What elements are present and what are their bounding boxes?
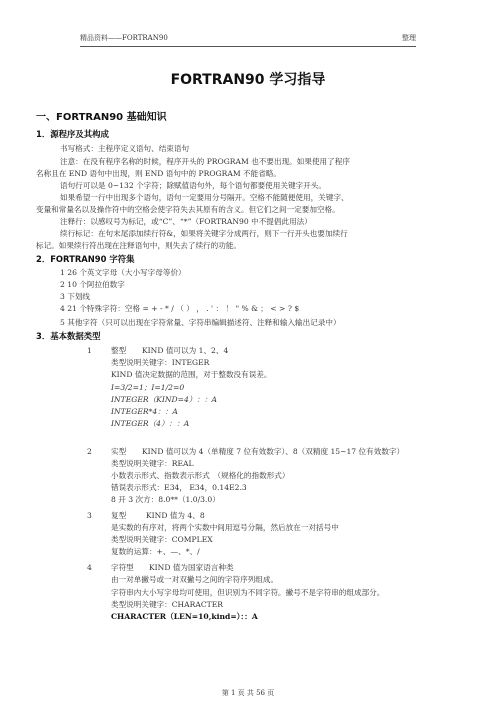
- code-example: I=3/2=1；I=1/2=0: [111, 383, 185, 392]
- paragraph: 错误表示形式：E34， E34，0.14E2.3: [111, 483, 247, 492]
- header-right-text: 整理: [402, 34, 416, 42]
- type-number: 3: [87, 511, 92, 520]
- list-item: 1 26 个英文字母（大小写字母等价）: [60, 268, 186, 277]
- list-item: 3 下划线: [60, 292, 91, 301]
- code-example: CHARACTER（LEN=10,kind=）：：A: [111, 612, 258, 621]
- list-item: 5 其他字符（只可以出现在字符常量、字符串编辑描述符、注释和输入输出记录中）: [60, 318, 341, 327]
- paragraph: 变量和常量名以及操作符中的空格会使字符失去其原有的含义。但它们之间一定要加空格。: [36, 205, 340, 214]
- subsection-heading-source: 1．源程序及其构成: [36, 129, 109, 139]
- code-example: INTEGER（4）：：A: [111, 419, 190, 428]
- subsection-heading-types: 3．基本数据类型: [36, 331, 101, 341]
- paragraph: 是实数的有序对，将两个实数中间用逗号分隔，然后放在一对括号中: [111, 523, 339, 532]
- code-example: INTEGER（KIND=4）：：A: [111, 395, 218, 404]
- type-description: KIND 值为 4、8: [146, 511, 205, 520]
- header-left-text: 精品资料——FORTRAN90: [80, 34, 168, 42]
- type-keyword: 类型说明关键字：COMPLEX: [111, 535, 213, 544]
- type-number: 2: [87, 447, 92, 456]
- paragraph: 注意：在没有程序名称的时候，程序开头的 PROGRAM 也不要出现。如果使用了程序: [60, 157, 350, 166]
- document-title: FORTRAN90 学习指导: [170, 72, 326, 88]
- type-keyword: 类型说明关键字：CHARACTER: [111, 600, 224, 609]
- type-keyword: 类型说明关键字：REAL: [111, 459, 194, 468]
- page-header: [80, 0, 416, 47]
- paragraph: 复数的运算：+、—、*、/: [111, 547, 200, 556]
- paragraph: 续行标记：在句末尾添加续行符&，如果将关键字分成两行，则下一行开头也要加续行: [60, 229, 348, 238]
- paragraph: KIND 值决定数据的范围，对于整数没有误差。: [111, 370, 272, 379]
- subsection-heading-charset: 2．FORTRAN90 字符集: [36, 254, 135, 264]
- type-number: 1: [87, 346, 92, 355]
- list-item: 4 21 个特殊字符：空格 = + - * / （ ） ， . ' ： ！ " % & ； < > ? $: [60, 304, 300, 313]
- paragraph: 由一对单撇号或一对双撇号之间的字符序列组成。: [111, 575, 279, 584]
- type-name: 整型: [111, 346, 127, 355]
- type-description: KIND 值为国家语言种类: [149, 563, 234, 572]
- type-name: 字符型: [111, 563, 134, 572]
- page-footer: 第 1 页 共 56 页: [221, 689, 275, 697]
- type-description: KIND 值可以为 4（单精度 7 位有效数字）、8（双精度 15~17 位有效数字）: [142, 447, 405, 456]
- paragraph: 语句行可以是 0~132 个字符；除赋值语句外，每个语句都要使用关键字开头。: [60, 181, 326, 190]
- type-name: 复型: [111, 511, 127, 520]
- type-keyword: 类型说明关键字：INTEGER: [111, 358, 210, 367]
- paragraph: 名称且在 END 语句中出现，则 END 语句中的 PROGRAM 不能省略。: [36, 169, 282, 178]
- list-item: 2 10 个阿拉伯数字: [60, 280, 125, 289]
- code-example: INTEGER*4：：A: [111, 407, 178, 416]
- type-description: KIND 值可以为 1、2、4: [142, 346, 229, 355]
- paragraph: 注释行：以感叹号为标记，或“C”、“*”（FORTRAN90 中不提倡此用法）: [60, 217, 312, 226]
- type-number: 4: [87, 563, 92, 572]
- paragraph: 8 开 3 次方：8.0**（1.0/3.0）: [111, 495, 220, 504]
- paragraph: 标记。如果续行符出现在注释语句中，则失去了续行的功能。: [36, 241, 242, 250]
- section-heading-basics: 一、FORTRAN90 基础知识: [36, 112, 167, 123]
- paragraph: 如果希望一行中出现多个语句，语句一定要用分号隔开。空格不能随便使用，关键字、: [60, 193, 349, 202]
- paragraph: 书写格式：主程序定义语句、结束语句: [60, 144, 190, 153]
- paragraph: 小数表示形式、指数表示形式 （规格化的指数形式）: [111, 471, 290, 480]
- paragraph: 字符串内大小写字母均可使用，但识别为不同字符。撇号不是字符串的组成部分。: [111, 588, 385, 597]
- type-name: 实型: [111, 447, 127, 456]
